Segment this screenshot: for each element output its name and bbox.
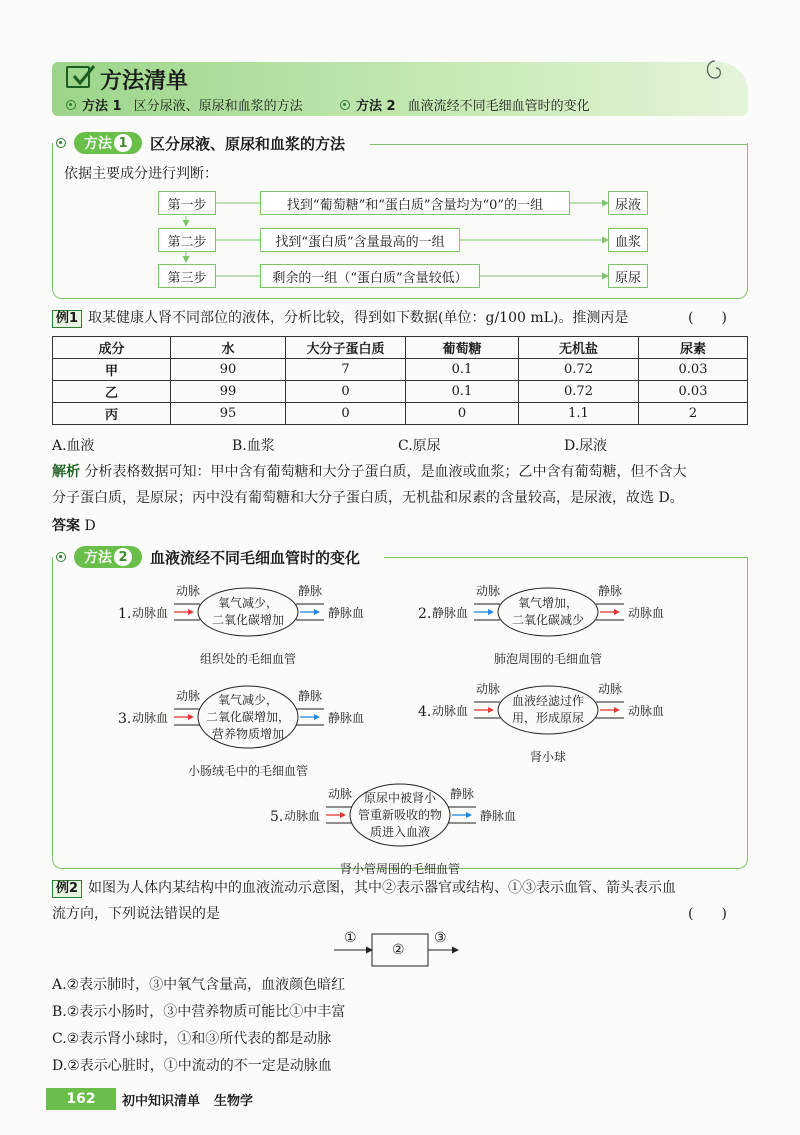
diagram-number: 2.: [418, 606, 432, 622]
method2-title: 血液流经不同毛细血管时的变化: [150, 548, 361, 567]
vessel-1-label: ①: [344, 930, 357, 946]
left-blood-label: 静脉血: [432, 606, 469, 620]
table-row: 乙 99 0 0.1 0.72 0.03: [53, 381, 748, 403]
answer: 答案 D: [52, 518, 96, 534]
method2-pill: 方法 2: [74, 546, 142, 568]
left-blood-label: 动脉血: [132, 711, 169, 725]
swirl-icon: [700, 56, 730, 86]
left-vessel-label: 动脉: [476, 682, 501, 696]
left-vessel-label: 动脉: [476, 584, 501, 598]
option-a[interactable]: A.血液: [52, 438, 95, 454]
data-table: [52, 336, 748, 425]
right-blood-label: 动脉血: [628, 606, 665, 620]
diagram-caption: 组织处的毛细血管: [199, 652, 296, 666]
step-1-desc: 找到“葡萄糖”和“蛋白质”含量均为“0”的一组: [260, 191, 570, 215]
table-row: 丙 95 0 0 1.1 2: [53, 403, 748, 425]
right-vessel-label: 静脉: [598, 584, 623, 598]
step-1: 第一步: [158, 191, 216, 215]
right-vessel-label: 动脉: [598, 682, 623, 696]
exchange-description: 原尿中被肾小 管重新吸收的物 质进入血液: [357, 790, 442, 839]
right-blood-label: 静脉血: [328, 606, 365, 620]
example2-question: 例2 如图为人体内某结构中的血液流动示意图，其中②表示器官或结构、①③表示血管、箭头表示血: [52, 876, 752, 900]
example1-tag: 例1: [52, 310, 82, 328]
diagram-2: [418, 580, 678, 666]
method2-label: 方法 2: [356, 99, 396, 114]
header-link-method1[interactable]: [66, 95, 303, 114]
example1-question: 例1 取某健康人肾不同部位的液体，分析比较，得到如下数据(单位：g/100 mL)。推测丙是: [52, 306, 752, 330]
left-vessel-label: 动脉: [328, 787, 353, 801]
right-blood-label: 静脉血: [480, 809, 517, 823]
step-3-result: 原尿: [608, 264, 648, 288]
table-header-row: 成分 水 大分子蛋白质 葡萄糖 无机盐 尿素: [53, 337, 748, 359]
left-blood-label: 动脉血: [284, 809, 321, 823]
option-d[interactable]: D.②表示心脏时，①中流动的不一定是动脉血: [52, 1058, 332, 1074]
step-2-result: 血浆: [608, 228, 648, 252]
step-2: 第二步: [158, 228, 216, 252]
diagram-3: [118, 678, 378, 778]
diagram-number: 5.: [270, 809, 284, 825]
diagram-number: 1.: [118, 606, 132, 622]
header-link-method2[interactable]: [340, 95, 590, 114]
bullet-icon: [340, 100, 350, 110]
method2-link-text: 血液流经不同毛细血管时的变化: [407, 99, 590, 114]
method1-pill: 方法 1: [74, 132, 142, 154]
vessel-3-label: ③: [434, 930, 447, 946]
option-c[interactable]: C.原尿: [398, 438, 441, 454]
diagram-1: [118, 580, 378, 666]
diagram-4: [418, 678, 678, 768]
analysis-line2: 分子蛋白质，是原尿；丙中没有葡萄糖和大分子蛋白质，无机盐和尿素的含量较高，是尿液，故选 D。: [52, 490, 684, 506]
step-1-result: 尿液: [608, 191, 648, 215]
left-vessel-label: 动脉: [176, 584, 201, 598]
method1-title: 区分尿液、原尿和血浆的方法: [150, 134, 346, 153]
diagram-number: 3.: [118, 711, 132, 727]
exchange-description: 氧气增加， 二氧化碳减少: [511, 596, 584, 627]
option-d[interactable]: D.尿液: [564, 438, 608, 454]
organ-2-label: ②: [392, 942, 405, 958]
step-3: 第三步: [158, 264, 216, 288]
exchange-description: 氧气减少， 二氧化碳增加: [211, 596, 284, 627]
bullet-icon: [66, 100, 76, 110]
answer-paren: ( ): [688, 906, 727, 922]
right-blood-label: 静脉血: [328, 711, 365, 725]
option-a[interactable]: A.②表示肺时，③中氧气含量高，血液颜色暗红: [52, 977, 346, 993]
method1-intro: 依据主要成分进行判断：: [64, 166, 218, 182]
diagram-caption: 肾小管周围的毛细血管: [339, 862, 460, 876]
diagram-5: [270, 776, 530, 876]
diagram-number: 4.: [418, 704, 432, 720]
diagram-caption: 肾小球: [529, 750, 566, 764]
step-2-desc: 找到“蛋白质”含量最高的一组: [260, 228, 460, 252]
step-3-desc: 剩余的一组（“蛋白质”含量较低）: [260, 264, 480, 288]
page-number: 162: [46, 1088, 116, 1110]
table-row: 甲 90 7 0.1 0.72 0.03: [53, 359, 748, 381]
option-b[interactable]: B.②表示小肠时，③中营养物质可能比①中丰富: [52, 1004, 346, 1020]
right-blood-label: 动脉血: [628, 704, 665, 718]
method1-link-text: 区分尿液、原尿和血浆的方法: [133, 99, 303, 114]
option-b[interactable]: B.血浆: [232, 438, 275, 454]
exchange-description: 氧气减少， 二氧化碳增加， 营养物质增加: [205, 692, 290, 741]
left-blood-label: 动脉血: [432, 704, 469, 718]
answer-paren: ( ): [688, 310, 727, 326]
banner-title: 方法清单: [100, 69, 189, 94]
exchange-description: 血液经滤过作 用，形成原尿: [511, 694, 584, 725]
method1-label: 方法 1: [82, 99, 122, 114]
example2-question-line2: 流方向，下列说法错误的是: [52, 906, 220, 922]
analysis: 解析 分析表格数据可知：甲中含有葡萄糖和大分子蛋白质，是血液或血浆；乙中含有葡萄糖，但不含大: [52, 464, 687, 480]
diagram-caption: 肺泡周围的毛细血管: [493, 652, 602, 666]
footer-title: 初中知识清单 生物学: [122, 1094, 254, 1109]
checkmark-icon: [70, 64, 96, 88]
option-c[interactable]: C.②表示肾小球时，①和③所代表的都是动脉: [52, 1031, 332, 1047]
right-vessel-label: 静脉: [298, 584, 323, 598]
right-vessel-label: 静脉: [298, 689, 323, 703]
left-blood-label: 动脉血: [132, 606, 169, 620]
right-vessel-label: 静脉: [450, 787, 475, 801]
diagram-caption: 小肠绒毛中的毛细血管: [187, 764, 308, 778]
left-vessel-label: 动脉: [176, 689, 201, 703]
example2-tag: 例2: [52, 880, 82, 898]
